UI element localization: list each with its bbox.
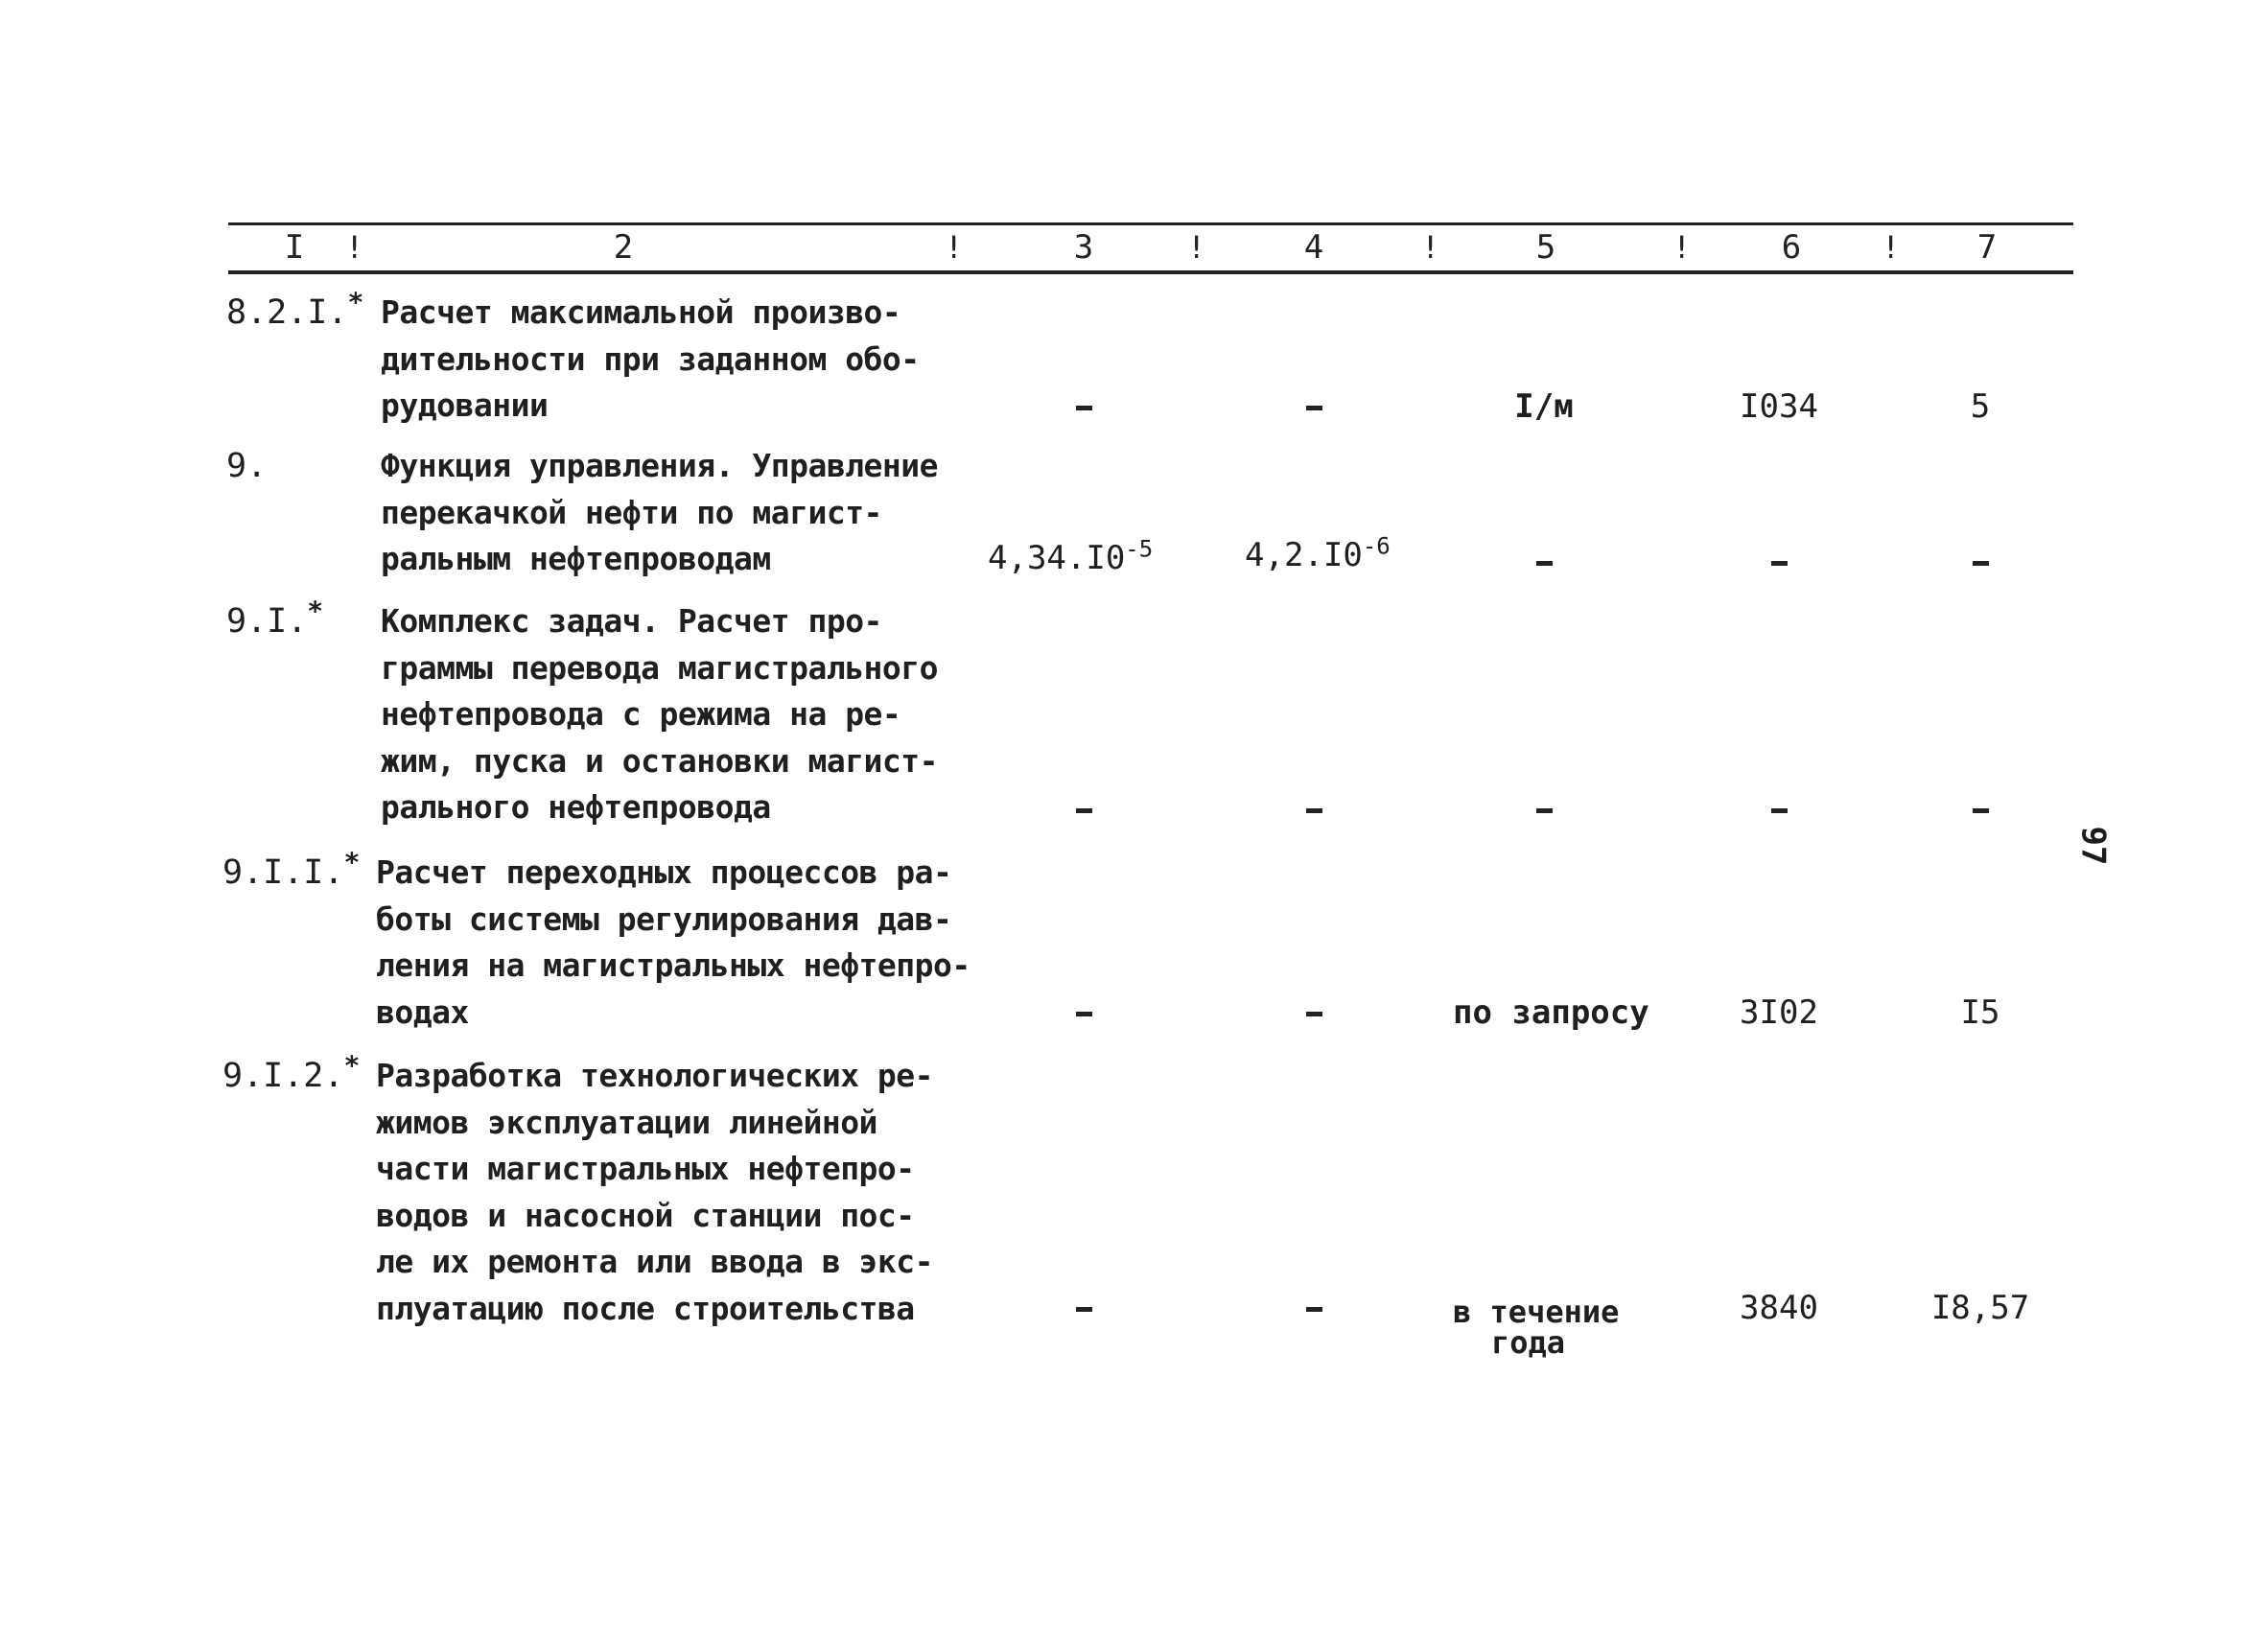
cell-col-7: I8,57 (1930, 1289, 2030, 1327)
cell-col-3: $4,34.I0^{-5}$ (988, 535, 1154, 577)
cell-col-6: I034 (1740, 387, 1818, 426)
header-separator: ! (1672, 229, 1692, 266)
page-number: 97 (2073, 826, 2113, 866)
cell-col-6: 3840 (1740, 1289, 1818, 1327)
row-description: Расчет максимальной произво- дительности при заданном обо- рудовании (381, 293, 920, 424)
cell-col-7 (1865, 786, 2095, 832)
cell-col-7: 5 (1970, 387, 1991, 426)
row-number: 9. (226, 447, 268, 485)
cell-col-3 (969, 1285, 1199, 1331)
cell-col-6 (1664, 786, 1894, 832)
table-top-rule (228, 222, 2073, 225)
cell-col-6 (1664, 539, 1894, 585)
header-col-4: 4 (1303, 228, 1324, 267)
cell-col-3 (969, 990, 1199, 1036)
row-description: Функция управления. Управление перекачкой нефти по магист- ральным нефтепроводам (381, 447, 939, 577)
cell-col-5: в течение года (1453, 1294, 1620, 1361)
row-number: 9.I.I.* (222, 846, 361, 892)
row-description: Комплекс задач. Расчет про- граммы перевода магистрального нефтепровода с режима на ре- жим, пуска и остановки магист- рального нефтепровода (381, 602, 939, 826)
header-col-7: 7 (1976, 228, 1998, 267)
row-description: Расчет переходных процессов ра- боты системы регулирования дав- ления на магистральных нефтепро- водах (376, 853, 970, 1031)
cell-col-4 (1199, 786, 1429, 832)
header-col-2: 2 (613, 228, 634, 267)
row-number: 9.I.2.* (222, 1049, 361, 1095)
header-col-6: 6 (1781, 228, 1802, 267)
cell-col-6: 3I02 (1740, 993, 1818, 1032)
header-separator: ! (1187, 229, 1206, 266)
row-number: 8.2.I.* (226, 286, 364, 332)
cell-col-4 (1199, 1285, 1429, 1331)
cell-col-5 (1429, 539, 1659, 585)
cell-col-5: по запросу (1453, 993, 1649, 1032)
cell-col-5: I/м (1514, 387, 1574, 426)
header-separator: ! (1421, 229, 1440, 266)
row-description: Разработка технологических ре- жимов эксплуатации линейной части магистральных нефтепро- водов и насосной станции пос- ле их ремонта или ввода в экс- плуатацию после строительства (376, 1057, 934, 1327)
cell-col-7: I5 (1960, 993, 2000, 1032)
cell-col-7 (1865, 539, 2095, 585)
cell-col-4: $4,2.I0^{-6}$ (1245, 532, 1391, 574)
header-col-1: I (284, 228, 305, 267)
header-separator: ! (1882, 229, 1901, 266)
header-separator: ! (345, 229, 364, 266)
cell-col-3 (969, 786, 1199, 832)
cell-col-4 (1199, 990, 1429, 1036)
header-separator: ! (945, 229, 964, 266)
cell-col-5 (1429, 786, 1659, 832)
table-header-bottom-rule (228, 270, 2073, 274)
cell-col-3 (969, 384, 1199, 430)
row-number: 9.I.* (226, 595, 324, 641)
cell-col-4 (1199, 384, 1429, 430)
header-col-3: 3 (1073, 228, 1094, 267)
header-col-5: 5 (1535, 228, 1556, 267)
